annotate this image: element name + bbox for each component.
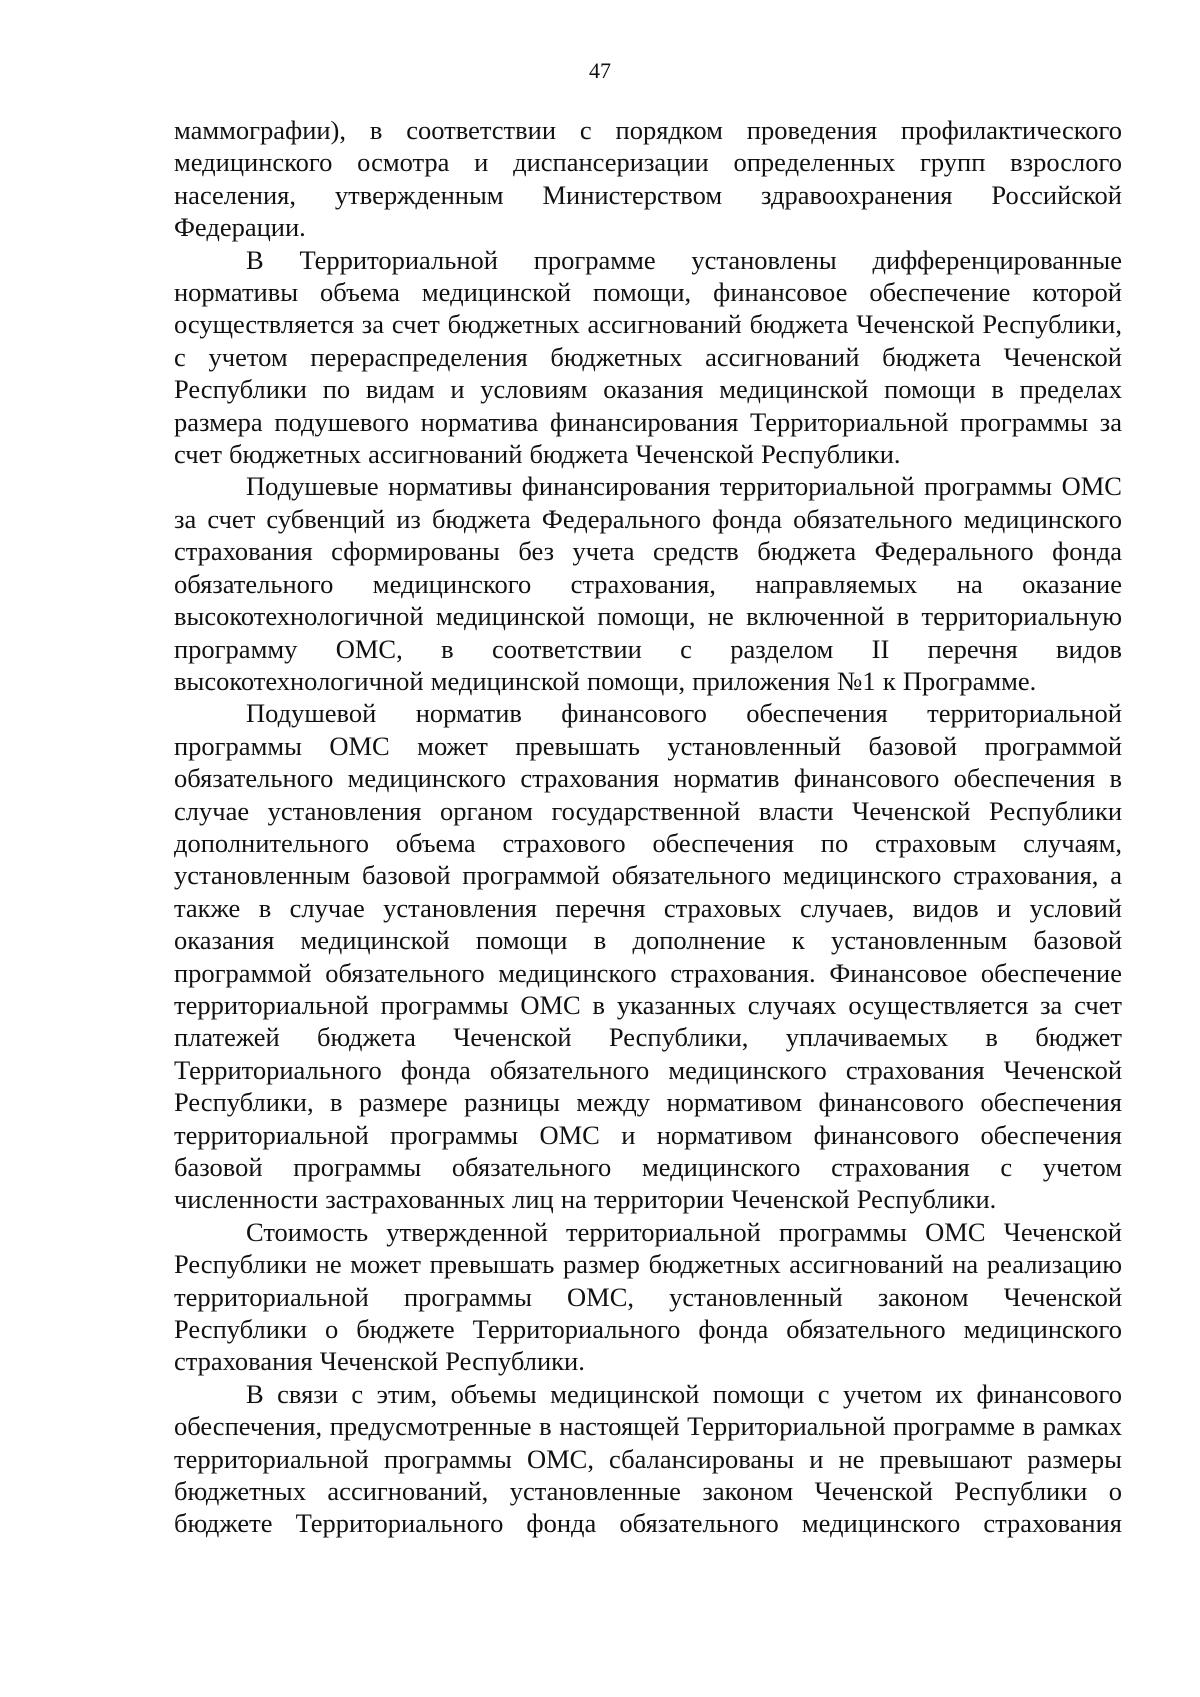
document-body <box>174 114 1122 1540</box>
paragraph: Стоимость утвержденной территориальной программы ОМС Чеченской Республики не может превышать размер бюджетных ассигнований на реализацию территориальной программы ОМС, установленный законом Чеченской Республики о бюджете Территориального фонда обязательного медицинского страхования Чеченской Республики. <box>174 1216 1122 1377</box>
paragraph: маммографии), в соответствии с порядком проведения профилактического медицинского осмотра и диспансеризации определенных групп взрослого населения, утвержденным Министерством здравоохранения Российской Федерации. <box>174 115 1122 243</box>
paragraph: В Территориальной программе установлены дифференцированные нормативы объема медицинской помощи, финансовое обеспечение которой осуществляется за счет бюджетных ассигнований бюджета Чеченской Республики, с учетом перераспределения бюджетных ассигнований бюджета Чеченской Республики по видам и условиям оказания медицинской помощи в пределах размера подушевого норматива финансирования Территориальной программы за счет бюджетных ассигнований бюджета Чеченской Республики. <box>174 244 1122 470</box>
page-number: 47 <box>589 58 611 83</box>
paragraph: Подушевые нормативы финансирования территориальной программы ОМС за счет субвенций из бюджета Федерального фонда обязательного медицинского страхования сформированы без учета средств бюджета Федерального фонда обязательного медицинского страхования, направляемых на оказание высокотехнологичной медицинской помощи, не включенной в территориальную программу ОМС, в соответствии с разделом II перечня видов высокотехнологичной медицинской помощи, приложения №1 к Программе. <box>174 471 1122 696</box>
paragraph: Подушевой норматив финансового обеспечения территориальной программы ОМС может превышать установленный базовой программой обязательного медицинского страхования норматив финансового обеспечения в случае установления органом государственной власти Чеченской Республики дополнительного объема страхового обеспечения по страховым случаям, установленным базовой программой обязательного медицинского страхования, а также в случае установления перечня страховых случаев, видов и условий оказания медицинской помощи в дополнение к установленным базовой программой обязательного медицинского страхования. Финансовое обеспечение территориальной программы ОМС в указанных случаях осуществляется за счет платежей бюджета Чеченской Республики, уплачиваемых в бюджет Территориального фонда обязательного медицинского страхования Чеченской Республики, в размере разницы между нормативом финансового обеспечения территориальной программы ОМС и нормативом финансового обеспечения базовой программы обязательного медицинского страхования с учетом численности застрахованных лиц на территории Чеченской Республики. <box>174 698 1122 1215</box>
paragraph: В связи с этим, объемы медицинской помощи с учетом их финансового обеспечения, предусмотренные в настоящей Территориальной программе в рамках территориальной программы ОМС, сбалансированы и не превышают размеры бюджетных ассигнований, установленные законом Чеченской Республики о бюджете Территориального фонда обязательного медицинского страхования <box>174 1378 1122 1539</box>
